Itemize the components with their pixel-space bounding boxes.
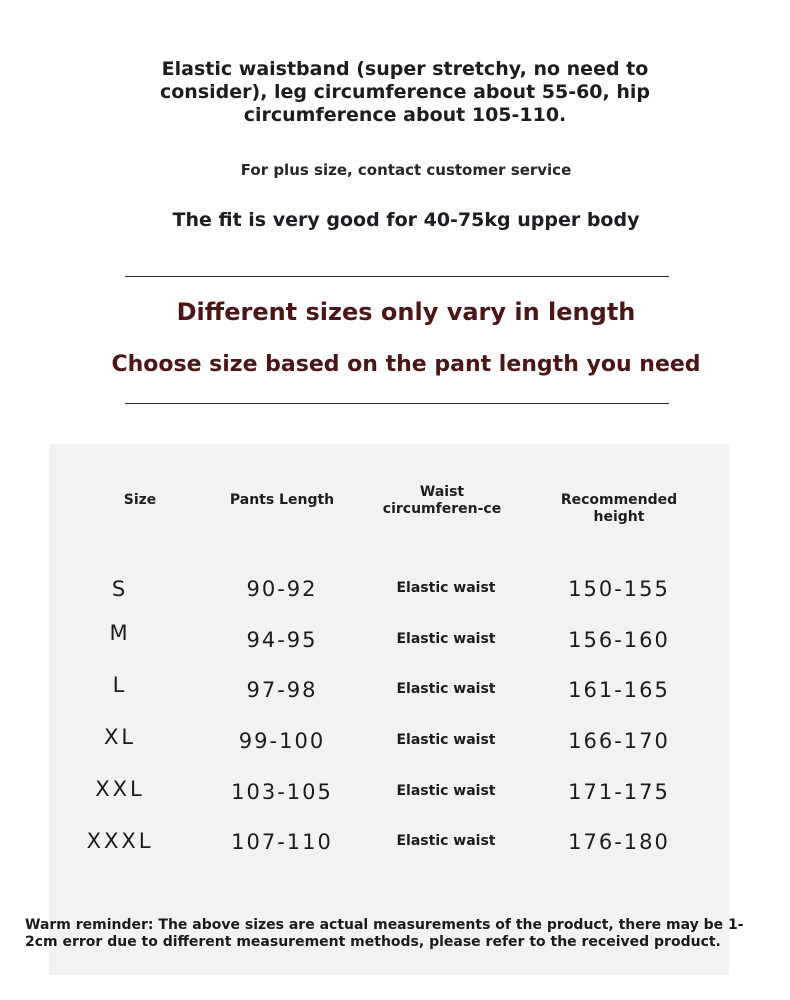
row-size: XXL [95,777,145,801]
row-height: 166-170 [568,729,670,753]
row-size: XXXL [86,829,154,853]
row-height: 150-155 [568,577,670,601]
header-recommended-height: Recommended height [560,492,678,525]
row-size: S [111,577,129,601]
divider-top [125,276,669,277]
warm-reminder: Warm reminder: The above sizes are actual measurements of the product, there may be 1-2cm error due to different measurement methods, please refer to the received product. [25,917,744,950]
fabric-description: Elastic waistband (super stretchy, no need to consider), leg circumference about 55-60, hip circumference about 105-110. [159,58,651,126]
plus-size-note: For plus size, contact customer service [240,161,572,179]
row-waist: Elastic waist [396,681,496,697]
divider-bottom [125,403,669,404]
row-length: 97-98 [246,678,318,702]
row-size: L [112,673,128,697]
row-height: 161-165 [568,678,670,702]
row-waist: Elastic waist [396,783,496,799]
row-length: 103-105 [231,780,333,804]
row-waist: Elastic waist [396,833,496,849]
row-length: 90-92 [246,577,318,601]
choose-size-heading: Choose size based on the pant length you need [111,352,701,377]
row-waist: Elastic waist [396,631,496,647]
row-height: 156-160 [568,628,670,652]
header-pants-length: Pants Length [229,492,335,508]
row-size: XL [103,725,137,749]
header-waist: Waist circumferen-ce [382,484,502,517]
row-waist: Elastic waist [396,732,496,748]
row-height: 176-180 [568,830,670,854]
row-waist: Elastic waist [396,580,496,596]
fit-note: The fit is very good for 40-75kg upper body [172,209,640,231]
row-size: M [109,621,131,645]
row-length: 99-100 [238,729,326,753]
header-size: Size [123,492,157,508]
row-length: 94-95 [246,628,318,652]
row-length: 107-110 [231,830,333,854]
row-height: 171-175 [568,780,670,804]
size-length-heading: Different sizes only vary in length [176,298,636,326]
